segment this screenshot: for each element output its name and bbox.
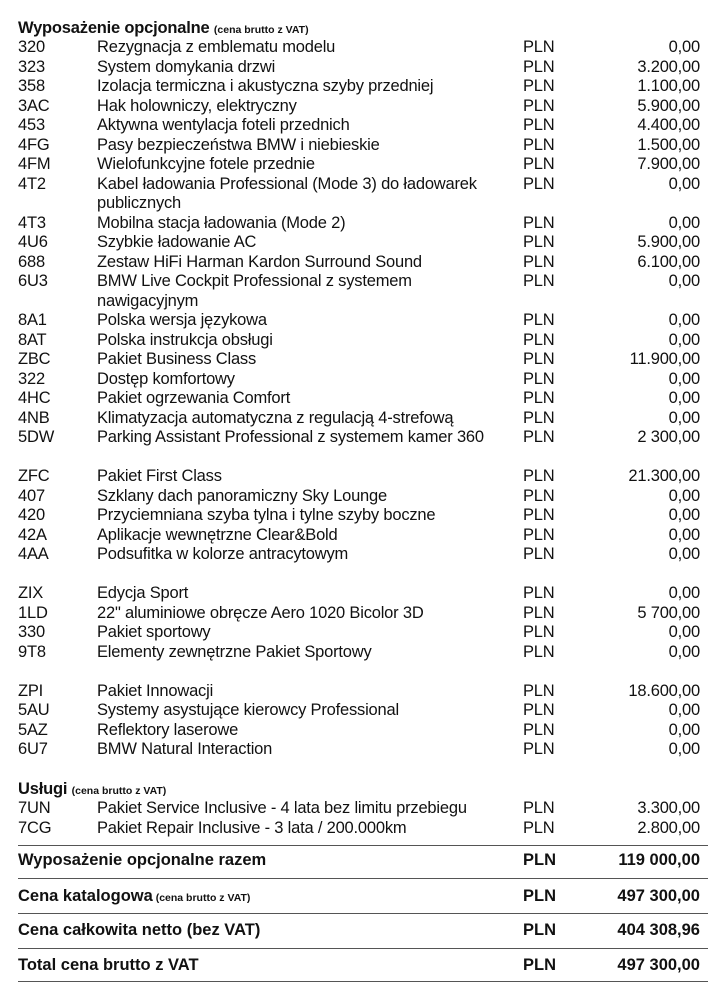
item-currency: PLN: [523, 38, 555, 56]
total-currency: PLN: [523, 956, 556, 974]
item-description: Pakiet First Class: [97, 467, 222, 485]
item-description: Dostęp komfortowy: [97, 369, 235, 388]
item-currency: PLN: [523, 740, 555, 758]
item-code: 4NB: [18, 408, 50, 427]
services-title: Usługi: [18, 780, 68, 798]
total-currency: PLN: [523, 887, 556, 905]
item-code: 453: [18, 116, 45, 134]
item-currency: PLN: [523, 272, 555, 290]
item-price: 0,00: [668, 369, 700, 388]
item-description: Systemy asystujące kierowcy Professional: [97, 701, 399, 719]
group-spacer: [0, 662, 725, 682]
item-currency: PLN: [523, 330, 555, 349]
item-currency: PLN: [523, 369, 555, 388]
total-currency: PLN: [523, 921, 556, 939]
item-description: Podsufitka w kolorze antracytowym: [97, 545, 349, 563]
item-code: 9T8: [18, 642, 46, 661]
line-item: [0, 136, 725, 156]
item-price: 0,00: [668, 720, 700, 739]
optional-equipment-title: Wyposażenie opcjonalne: [18, 19, 210, 37]
services-heading: [0, 779, 725, 799]
item-currency: PLN: [523, 545, 555, 563]
item-description: BMW Live Cockpit Professional z systemem nawigacyjnym: [97, 272, 412, 310]
item-code: 420: [18, 506, 45, 524]
optional-equipment-heading: [0, 18, 725, 38]
item-price: 0,00: [668, 584, 700, 602]
item-description: Pakiet Innowacji: [97, 681, 214, 700]
line-item: [0, 253, 725, 273]
item-code: 4HC: [18, 389, 51, 407]
item-currency: PLN: [523, 603, 555, 622]
item-description: Pasy bezpieczeństwa BMW i niebieskie: [97, 135, 380, 154]
item-code: 4FG: [18, 135, 50, 154]
item-code: 5AZ: [18, 720, 48, 739]
item-description: System domykania drzwi: [97, 57, 276, 76]
item-code: 4T3: [18, 213, 46, 232]
line-item: [0, 643, 725, 663]
item-currency: PLN: [523, 350, 555, 368]
item-currency: PLN: [523, 681, 555, 700]
item-price: 0,00: [668, 623, 700, 641]
item-currency: PLN: [523, 799, 555, 817]
line-item: [0, 350, 725, 370]
line-item: [0, 799, 725, 819]
total-row: [0, 849, 725, 871]
total-row: [0, 954, 725, 976]
optional-equipment-title-note: (cena brutto z VAT): [213, 24, 309, 36]
item-price: 6.100,00: [637, 252, 700, 271]
item-price: 0,00: [668, 330, 700, 349]
line-item: [0, 311, 725, 331]
line-item: [0, 701, 725, 721]
item-price: 0,00: [668, 408, 700, 427]
item-currency: PLN: [523, 135, 555, 154]
item-price: 5 700,00: [637, 603, 700, 622]
total-label-note: (cena brutto z VAT): [152, 892, 251, 904]
item-currency: PLN: [523, 408, 555, 427]
item-code: 6U7: [18, 740, 48, 758]
item-description: Szybkie ładowanie AC: [97, 233, 257, 251]
item-description: Zestaw HiFi Harman Kardon Surround Sound: [97, 252, 422, 271]
item-code: ZBC: [18, 350, 51, 368]
item-currency: PLN: [523, 57, 555, 76]
item-description: Izolacja termiczna i akustyczna szyby przedniej: [97, 77, 434, 95]
divider: [18, 948, 708, 949]
divider: [18, 845, 708, 846]
item-code: 6U3: [18, 272, 48, 290]
item-price: 0,00: [668, 740, 700, 758]
line-item: [0, 175, 725, 214]
item-currency: PLN: [523, 96, 555, 115]
line-item: [0, 331, 725, 351]
item-currency: PLN: [523, 233, 555, 251]
item-description: Rezygnacja z emblematu modelu: [97, 38, 336, 56]
item-price: 11.900,00: [629, 350, 700, 368]
item-code: 5AU: [18, 701, 50, 719]
item-description: Parking Assistant Professional z systemem kamer 360: [97, 428, 484, 446]
item-currency: PLN: [523, 389, 555, 407]
group-spacer: [0, 565, 725, 585]
item-currency: PLN: [523, 116, 555, 134]
item-description: Pakiet Repair Inclusive - 3 lata / 200.000km: [97, 818, 407, 837]
item-currency: PLN: [523, 818, 555, 837]
item-currency: PLN: [523, 486, 555, 505]
total-value: 497 300,00: [617, 956, 700, 974]
total-label: Total cena brutto z VAT: [18, 956, 199, 974]
line-item: [0, 77, 725, 97]
item-price: 0,00: [668, 701, 700, 719]
item-price: 0,00: [668, 174, 700, 193]
item-description: Polska wersja językowa: [97, 311, 267, 329]
item-price: 0,00: [668, 506, 700, 524]
item-code: ZPI: [18, 681, 44, 700]
item-currency: PLN: [523, 174, 555, 193]
item-currency: PLN: [523, 642, 555, 661]
line-item: [0, 467, 725, 487]
item-price: 0,00: [668, 272, 700, 290]
item-code: 1LD: [18, 603, 48, 622]
line-item: [0, 370, 725, 390]
item-currency: PLN: [523, 720, 555, 739]
item-price: 4.400,00: [637, 116, 700, 134]
item-code: 4AA: [18, 545, 49, 563]
item-price: 2 300,00: [637, 428, 700, 446]
total-row: [0, 885, 725, 907]
item-description: Aktywna wentylacja foteli przednich: [97, 116, 350, 134]
services-list: [0, 799, 725, 838]
item-currency: PLN: [523, 213, 555, 232]
item-currency: PLN: [523, 467, 555, 485]
item-code: 330: [18, 623, 45, 641]
total-label: Wyposażenie opcjonalne razem: [18, 851, 267, 869]
item-description: Klimatyzacja automatyczna z regulacją 4-strefową: [97, 408, 454, 427]
item-code: 4FM: [18, 155, 51, 173]
item-code: 8AT: [18, 330, 47, 349]
item-code: ZFC: [18, 467, 50, 485]
optional-equipment-list: [0, 38, 725, 760]
total-value: 119 000,00: [618, 851, 700, 869]
item-price: 0,00: [668, 311, 700, 329]
line-item: [0, 623, 725, 643]
item-description: Hak holowniczy, elektryczny: [97, 96, 297, 115]
item-description: BMW Natural Interaction: [97, 740, 273, 758]
item-price: 0,00: [668, 486, 700, 505]
item-price: 1.500,00: [637, 135, 700, 154]
line-item: [0, 214, 725, 234]
item-currency: PLN: [523, 428, 555, 446]
item-price: 5.900,00: [637, 233, 700, 251]
item-currency: PLN: [523, 584, 555, 602]
item-description: Wielofunkcyjne fotele przednie: [97, 155, 315, 173]
line-item: [0, 97, 725, 117]
total-label: Cena katalogowa (cena brutto z VAT): [18, 887, 251, 905]
item-price: 7.900,00: [637, 155, 700, 173]
line-item: [0, 155, 725, 175]
item-price: 0,00: [668, 545, 700, 563]
item-code: 5DW: [18, 428, 55, 446]
total-currency: PLN: [523, 851, 556, 869]
item-currency: PLN: [523, 252, 555, 271]
item-description: Pakiet ogrzewania Comfort: [97, 389, 291, 407]
item-currency: PLN: [523, 623, 555, 641]
line-item: [0, 506, 725, 526]
line-item: [0, 409, 725, 429]
item-price: 0,00: [668, 213, 700, 232]
item-currency: PLN: [523, 311, 555, 329]
item-code: 688: [18, 252, 45, 271]
line-item: [0, 428, 725, 448]
item-price: 0,00: [668, 525, 700, 544]
item-code: 358: [18, 77, 45, 95]
item-price: 2.800,00: [637, 818, 700, 837]
item-description: Mobilna stacja ładowania (Mode 2): [97, 213, 346, 232]
item-code: 4T2: [18, 174, 46, 193]
line-item: [0, 38, 725, 58]
line-item: [0, 272, 725, 311]
total-label: Cena całkowita netto (bez VAT): [18, 921, 261, 939]
total-value: 497 300,00: [617, 887, 700, 905]
item-price: 3.200,00: [637, 57, 700, 76]
line-item: [0, 682, 725, 702]
item-code: 323: [18, 57, 45, 76]
line-item: [0, 233, 725, 253]
item-code: 7UN: [18, 799, 51, 817]
item-currency: PLN: [523, 701, 555, 719]
item-price: 3.300,00: [637, 799, 700, 817]
line-item: [0, 740, 725, 760]
item-currency: PLN: [523, 77, 555, 95]
item-code: 4U6: [18, 233, 48, 251]
item-code: 407: [18, 486, 45, 505]
divider: [18, 981, 708, 982]
item-description: Edycja Sport: [97, 584, 189, 602]
total-row: [0, 919, 725, 941]
line-item: [0, 584, 725, 604]
line-item: [0, 389, 725, 409]
item-price: 0,00: [668, 389, 700, 407]
item-description: Elementy zewnętrzne Pakiet Sportowy: [97, 642, 372, 661]
item-code: 322: [18, 369, 45, 388]
item-price: 1.100,00: [637, 77, 700, 95]
item-description: Reflektory laserowe: [97, 720, 239, 739]
item-currency: PLN: [523, 155, 555, 173]
item-code: 320: [18, 38, 45, 56]
item-price: 5.900,00: [637, 96, 700, 115]
item-price: 21.300,00: [628, 467, 700, 485]
item-code: 8A1: [18, 311, 47, 329]
item-description: 22" aluminiowe obręcze Aero 1020 Bicolor 3D: [97, 603, 424, 622]
item-code: ZIX: [18, 584, 44, 602]
total-value: 404 308,96: [617, 921, 700, 939]
item-description: Polska instrukcja obsługi: [97, 330, 273, 349]
line-item: [0, 604, 725, 624]
divider: [18, 913, 708, 914]
item-description: Pakiet Business Class: [97, 350, 257, 368]
line-item: [0, 58, 725, 78]
item-code: 42A: [18, 525, 47, 544]
item-description: Pakiet Service Inclusive - 4 lata bez limitu przebiegu: [97, 799, 467, 817]
line-item: [0, 526, 725, 546]
item-description: Kabel ładowania Professional (Mode 3) do ładowarek publicznych: [97, 174, 477, 212]
item-price: 18.600,00: [628, 681, 700, 700]
line-item: [0, 487, 725, 507]
item-currency: PLN: [523, 506, 555, 524]
line-item: [0, 116, 725, 136]
line-item: [0, 819, 725, 839]
line-item: [0, 545, 725, 565]
group-spacer: [0, 448, 725, 468]
item-description: Aplikacje wewnętrzne Clear&Bold: [97, 525, 338, 544]
divider: [18, 878, 708, 879]
item-code: 7CG: [18, 818, 52, 837]
item-code: 3AC: [18, 96, 50, 115]
line-item: [0, 721, 725, 741]
item-price: 0,00: [668, 642, 700, 661]
item-price: 0,00: [668, 38, 700, 56]
services-title-note: (cena brutto z VAT): [71, 785, 167, 797]
item-currency: PLN: [523, 525, 555, 544]
item-description: Szklany dach panoramiczny Sky Lounge: [97, 486, 387, 505]
item-description: Pakiet sportowy: [97, 623, 211, 641]
item-description: Przyciemniana szyba tylna i tylne szyby boczne: [97, 506, 436, 524]
